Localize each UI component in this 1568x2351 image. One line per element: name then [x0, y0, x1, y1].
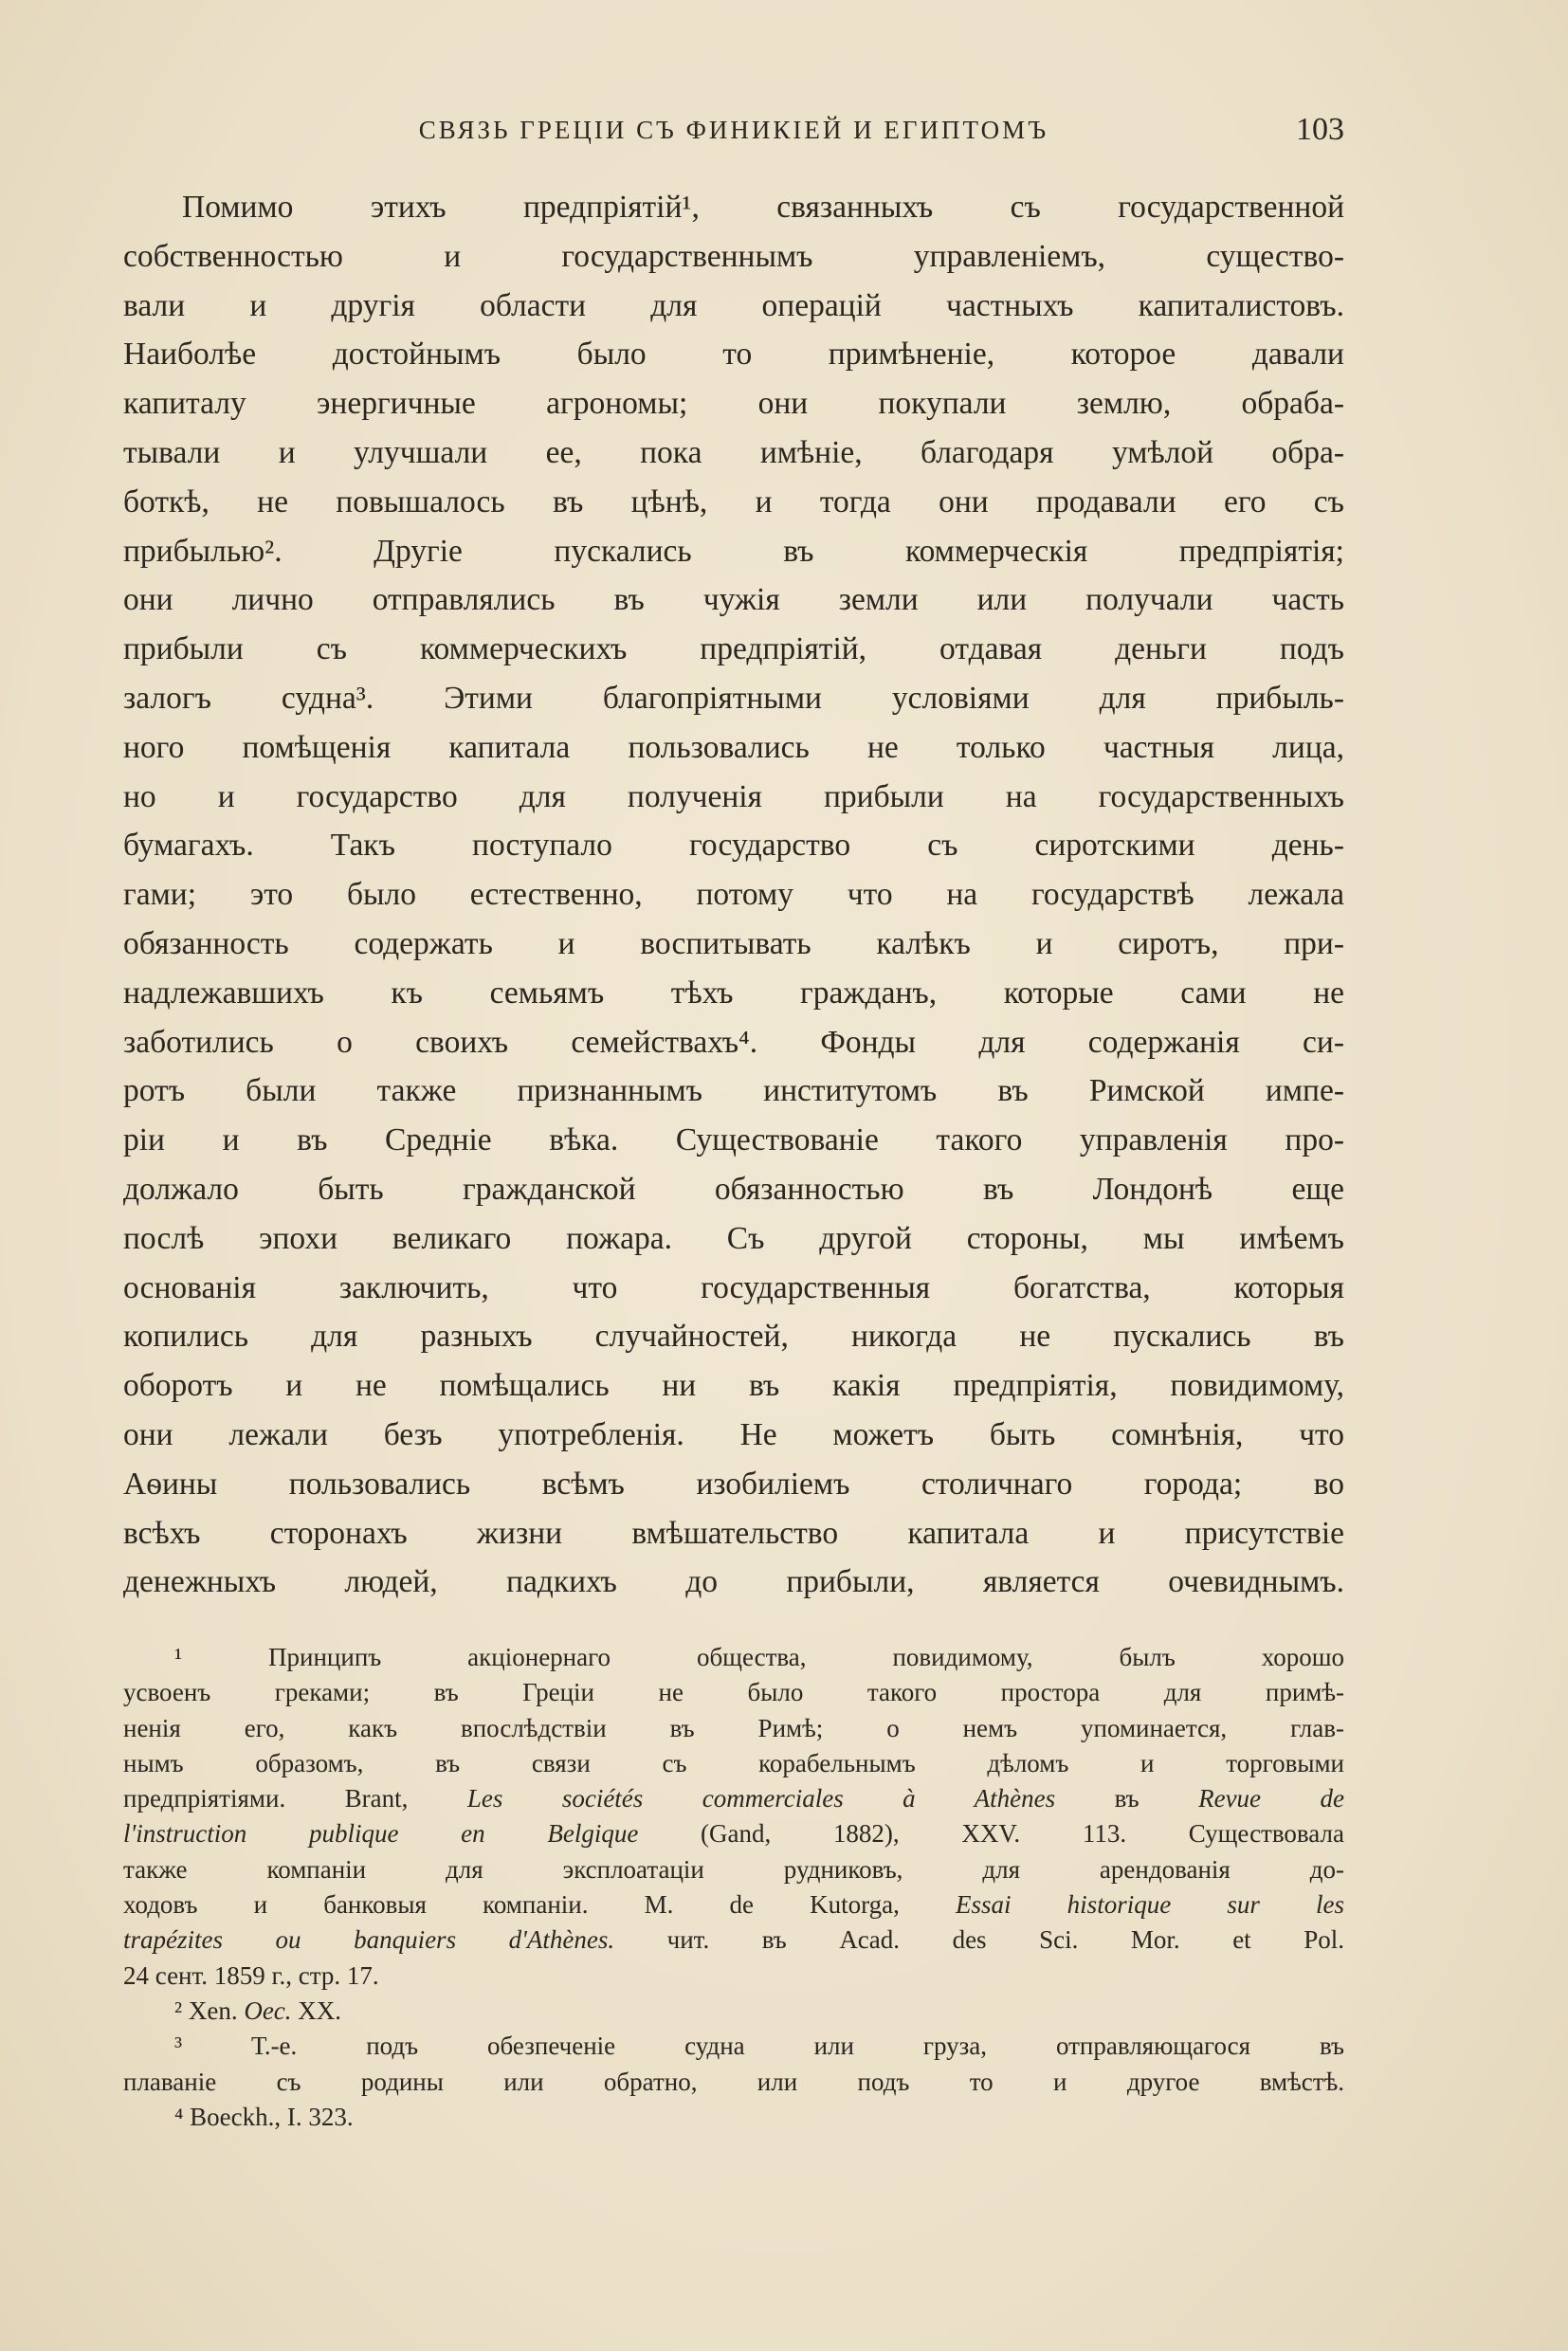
footnote-title-italic: Les sociétés commerciales à Athènes — [466, 1784, 1056, 1813]
footnotes — [123, 1640, 1344, 2135]
footnote-text: ² Xen. — [174, 1996, 245, 2025]
footnote-line — [123, 1816, 1344, 1851]
footnote-4 — [123, 2100, 1344, 2135]
footnote-text: чит. въ Acad. des Sci. Mor. et Pol. — [614, 1925, 1344, 1955]
body-line: послѣ эпохи великаго пожара. Съ другой стороны, мы имѣемъ — [123, 1220, 1344, 1256]
footnote-2 — [123, 1994, 1344, 2029]
footnote-title-italic: Oec. — [244, 1996, 292, 2025]
body-line: Помимо этихъ предпріятій¹, связанныхъ съ государственной — [182, 190, 1344, 225]
body-line: тывали и улучшали ее, пока имѣніе, благодаря умѣлой обра- — [123, 434, 1344, 470]
body-line: вали и другія области для операцій частныхъ капиталистовъ. — [123, 287, 1344, 323]
body-line: но и государство для полученія прибыли на государственныхъ — [123, 778, 1344, 814]
footnote-text: предпріятіями. Brant, — [123, 1784, 467, 1813]
footnote-line: 24 сент. 1859 г., стр. 17. — [123, 1960, 379, 1990]
footnote-line — [123, 1923, 1344, 1958]
body-line: собственностью и государственнымъ управленіемъ, существо- — [123, 238, 1344, 274]
body-line: всѣхъ сторонахъ жизни вмѣшательство капитала и присутствіе — [123, 1515, 1344, 1551]
body-line: надлежавшихъ къ семьямъ тѣхъ гражданъ, которые сами не — [123, 975, 1344, 1011]
body-line: бумагахъ. Такъ поступало государство съ сиротскими день- — [123, 828, 1344, 864]
body-line: ротъ были также признаннымъ институтомъ въ Римской импе- — [123, 1073, 1344, 1109]
body-line: боткѣ, не повышалось въ цѣнѣ, и тогда они продавали его съ — [123, 483, 1344, 519]
body-line: заботились о своихъ семействахъ⁴. Фонды для содержанія си- — [123, 1024, 1344, 1060]
footnote-line: ⁴ Boeckh., I. 323. — [174, 2102, 354, 2131]
body-line: обязанность содержать и воспитывать калѣкъ и сиротъ, при- — [123, 925, 1344, 961]
body-line: они лежали безъ употребленія. Не можетъ быть сомнѣнія, что — [123, 1416, 1344, 1452]
footnote-line: ненія его, какъ впослѣдствіи въ Римѣ; о немъ упоминается, глав- — [123, 1713, 1344, 1742]
footnote-3 — [123, 2029, 1344, 2100]
body-line: ріи и въ Средніе вѣка. Существованіе такого управленія про- — [123, 1122, 1344, 1158]
footnote-line: ³ Т.-е. подъ обезпеченіе судна или груза, отправляющагося въ — [174, 2032, 1344, 2061]
footnote-line: также компаніи для эксплоатаціи рудниковъ, для арендованія до- — [123, 1854, 1344, 1884]
footnote-line: ¹ Принципъ акціонернаго общества, повидимому, былъ хорошо — [174, 1643, 1344, 1671]
body-line: денежныхъ людей, падкихъ до прибыли, является очевиднымъ. — [123, 1564, 1344, 1600]
body-line: ного помѣщенія капитала пользовались не только частныя лица, — [123, 729, 1344, 765]
body-line: гами; это было естественно, потому что на государствѣ лежала — [123, 877, 1344, 913]
footnote-line: усвоенъ греками; въ Греціи не было такого простора для примѣ- — [123, 1678, 1344, 1707]
body-line: основанія заключить, что государственныя богатства, которыя — [123, 1269, 1344, 1305]
body-line: прибылью². Другіе пускались въ коммерческія предпріятія; — [123, 533, 1344, 569]
footnote-title-italic: l'instruction publique en Belgique — [123, 1819, 639, 1849]
body-line: капиталу энергичные агрономы; они покупали землю, обраба- — [123, 386, 1344, 422]
footnote-text: (Gand, 1882), XXV. 113. Существовала — [638, 1819, 1344, 1849]
main-paragraph — [123, 183, 1344, 1607]
page-number: 103 — [1296, 112, 1344, 147]
footnote-title-italic: trapézites ou banquiers d'Athènes. — [123, 1925, 615, 1955]
body-line: Аѳины пользовались всѣмъ изобиліемъ столичнаго города; во — [123, 1466, 1344, 1502]
footnote-text: XX. — [291, 1996, 342, 2025]
footnote-line: нымъ образомъ, въ связи съ корабельнымъ дѣломъ и торговыми — [123, 1748, 1344, 1777]
body-line: копились для разныхъ случайностей, никогда не пускались въ — [123, 1319, 1344, 1355]
body-line: залогъ судна³. Этими благопріятными условіями для прибыль- — [123, 680, 1344, 716]
footnote-line: плаваніе съ родины или обратно, или подъ то и другое вмѣстѣ. — [123, 2067, 1344, 2096]
running-title: СВЯЗЬ ГРЕЦІИ СЪ ФИНИКІЕЙ И ЕГИПТОМЪ — [418, 116, 1049, 144]
body-line: оборотъ и не помѣщались ни въ какія предпріятія, повидимому, — [123, 1368, 1344, 1404]
footnote-line — [123, 1781, 1344, 1816]
footnote-line — [123, 1994, 1344, 2029]
footnote-1 — [123, 1640, 1344, 1994]
page-header — [123, 112, 1344, 150]
body-line: должало быть гражданской обязанностью въ Лондонѣ еще — [123, 1171, 1344, 1207]
footnote-text: ходовъ и банковыя компаніи. M. de Kutorga, — [123, 1890, 957, 1920]
body-line: Наиболѣе достойнымъ было то примѣненіе, которое давали — [123, 337, 1344, 373]
body-line: прибыли съ коммерческихъ предпріятій, отдавая деньги подъ — [123, 631, 1344, 667]
footnote-line — [123, 1887, 1344, 1923]
footnote-title-italic: Revue de — [1198, 1784, 1344, 1813]
footnote-title-italic: Essai historique sur les — [956, 1890, 1344, 1920]
footnote-text: въ — [1055, 1784, 1199, 1813]
body-line: они лично отправлялись въ чужія земли или получали часть — [123, 582, 1344, 618]
